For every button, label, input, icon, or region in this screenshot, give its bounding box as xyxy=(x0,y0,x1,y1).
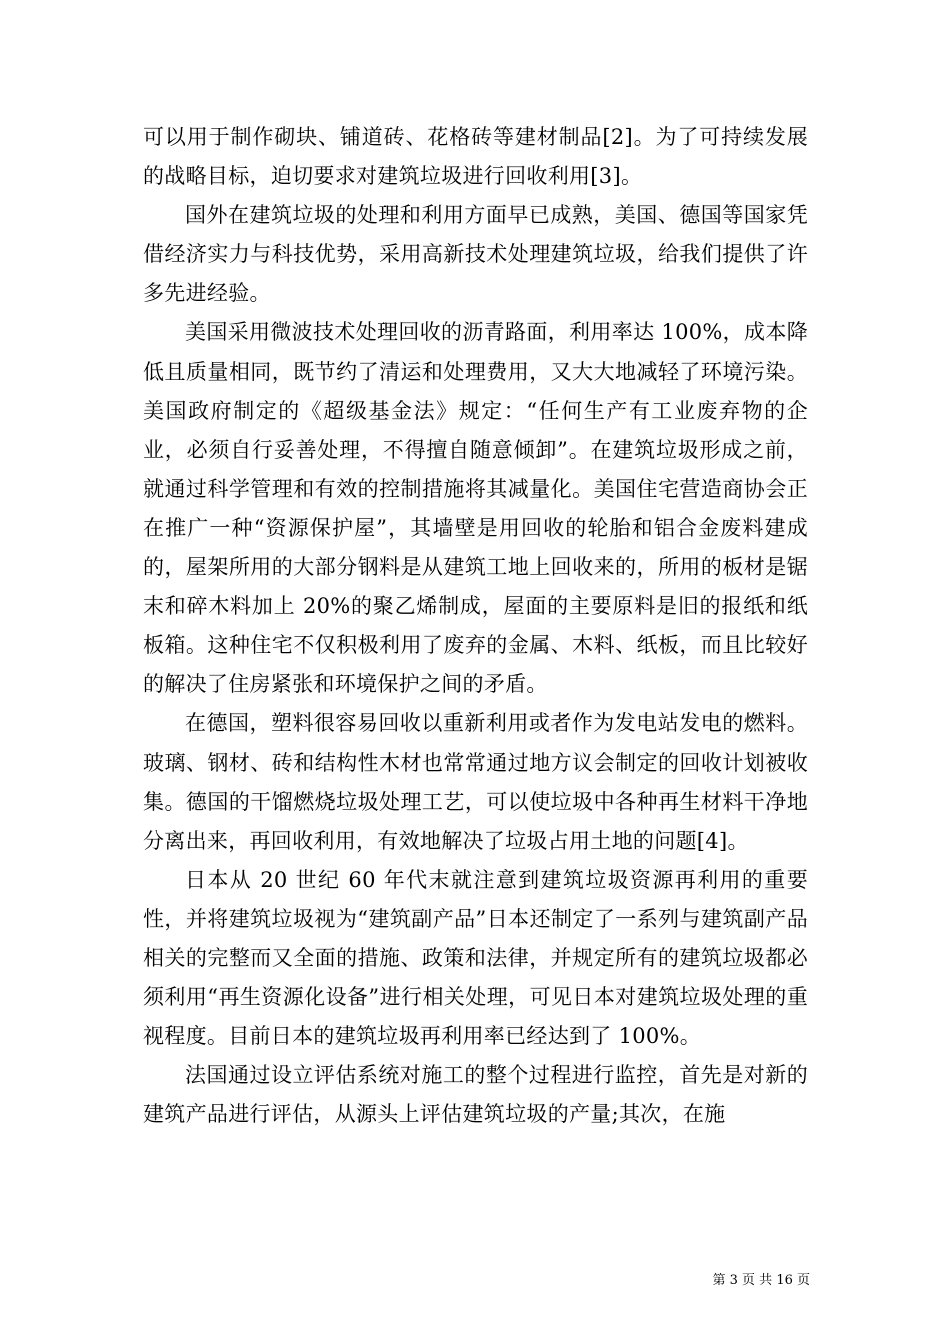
page-number: 第 3 页 共 16 页 xyxy=(712,1273,810,1288)
body-text xyxy=(143,118,808,1134)
paragraph-japan: 日本从 20 世纪 60 年代末就注意到建筑垃圾资源再利用的重要性，并将建筑垃圾视为“建筑副产品”日本还制定了一系列与建筑副产品相关的完整而又全面的措施、政策和法律，并规定所有的建筑垃圾都必须利用“再生资源化设备”进行相关处理，可见日本对建筑垃圾处理的重视程度。目前日本的建筑垃圾再利用率已经达到了 100%。 xyxy=(143,867,808,1049)
paragraph-foreign-overview: 国外在建筑垃圾的处理和利用方面早已成熟，美国、德国等国家凭借经济实力与科技优势，采用高新技术处理建筑垃圾，给我们提供了许多先进经验。 xyxy=(143,203,808,306)
paragraph-germany: 在德国，塑料很容易回收以重新利用或者作为发电站发电的燃料。玻璃、钢材、砖和结构性木材也常常通过地方议会制定的回收计划被收集。德国的干馏燃烧垃圾处理工艺，可以使垃圾中各种再生材料干净地分离出来，再回收利用，有效地解决了垃圾占用土地的问题[4]。 xyxy=(143,711,808,853)
paragraph-usa: 美国采用微波技术处理回收的沥青路面，利用率达 100%，成本降低且质量相同，既节约了清运和处理费用，又大大地减轻了环境污染。美国政府制定的《超级基金法》规定：“任何生产有工业废弃物的企业，必须自行妥善处理，不得擅自随意倾卸”。在建筑垃圾形成之前，就通过科学管理和有效的控制措施将其减量化。美国住宅营造商协会正在推广一种“资源保护屋”，其墙壁是用回收的轮胎和铝合金废料建成的，屋架所用的大部分钢料是从建筑工地上回收来的，所用的板材是锯末和碎木料加上 20%的聚乙烯制成，屋面的主要原料是旧的报纸和纸板箱。这种住宅不仅积极利用了废弃的金属、木料、纸板，而且比较好的解决了住房紧张和环境保护之间的矛盾。 xyxy=(143,320,808,697)
paragraph-continuation: 可以用于制作砌块、铺道砖、花格砖等建材制品[2]。为了可持续发展的战略目标，迫切要求对建筑垃圾进行回收利用[3]。 xyxy=(143,125,808,189)
paragraph-france: 法国通过设立评估系统对施工的整个过程进行监控，首先是对新的建筑产品进行评估，从源头上评估建筑垃圾的产量;其次，在施 xyxy=(143,1063,808,1127)
